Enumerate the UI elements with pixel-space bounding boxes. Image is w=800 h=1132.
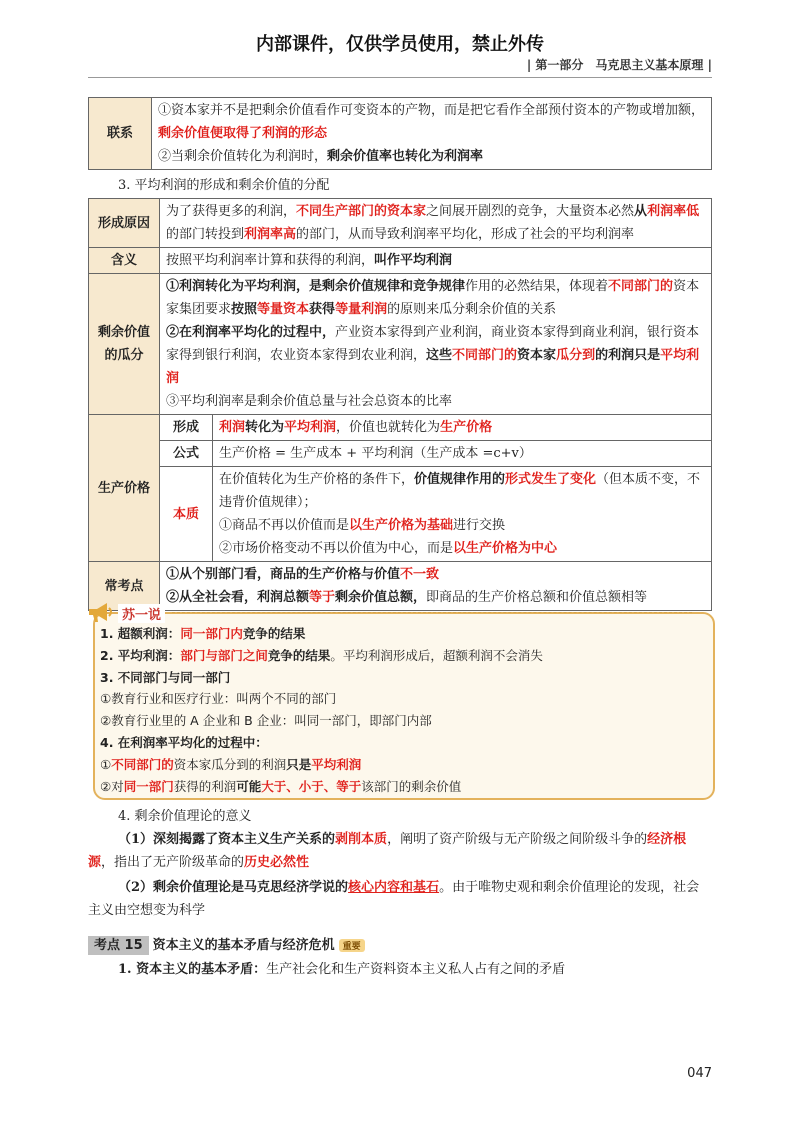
split-label: 剩余价值的瓜分 [89,274,160,415]
note-line: ②教育行业里的 A 企业和 B 企业：叫同一部门，即部门内部 [100,713,432,729]
cause-content: 为了获得更多的利润，不同生产部门的资本家之间展开剧烈的竞争，大量资本必然从利润率低的部门转投到利润率高的部门，从而导致利润率平均化，形成了社会的平均利润率 [160,199,712,248]
price-form-content: 利润转化为平均利润，价值也就转化为生产价格 [213,415,712,441]
note-line: ①不同部门的资本家瓜分到的利润只是平均利润 [100,756,362,772]
note-divider [172,612,692,613]
meaning-content: 按照平均利润率计算和获得的利润，叫作平均利润 [160,248,712,274]
topic-15-line-1: 1. 资本主义的基本矛盾：生产社会化和生产资料资本主义私人占有之间的矛盾 [118,962,566,977]
note-title: 苏一说 [118,604,165,623]
page-header-title: 内部课件，仅供学员使用，禁止外传 [256,34,544,55]
price-label: 生产价格 [89,415,160,562]
note-line: 2. 平均利润：部门与部门之间竞争的结果。平均利润形成后，超额利润不会消失 [100,647,543,663]
note-line: ①教育行业和医疗行业：叫两个不同的部门 [100,691,337,707]
note-line: 4. 在利润率平均化的过程中： [100,734,268,750]
cause-label: 形成原因 [89,199,160,248]
split-content: ①利润转化为平均利润，是剩余价值规律和竞争规律作用的必然结果，体现着不同部门的资本家集团要求按照等量资本获得等量利润的原则来瓜分剩余价值的关系 ②在利润率平均化的过程中，产业资本家得到产业利润，商业资本家得到商业利润，银行资本家得到银行利润，农业资本家得到农业利润，这些不同部门的资本家瓜分到的利润只是平均利润 ③平均利润率是剩余价值总量与社会总资本的比率 [160,274,712,415]
meaning-label: 含义 [89,248,160,274]
section-3-title: 3. 平均利润的形成和剩余价值的分配 [118,178,330,193]
note-lines [100,623,700,797]
common-label: 常考点 [89,562,160,611]
breadcrumb: | 第一部分 马克思主义基本原理 | [526,58,712,72]
topic-title: 资本主义的基本矛盾与经济危机 [152,938,335,953]
note-line: ②对同一部门获得的利润可能大于、小于、等于该部门的剩余价值 [100,778,462,794]
note-line: 3. 不同部门与同一部门 [100,669,231,685]
price-formula: 生产价格 = 生产成本 + 平均利润（生产成本 =c+v） [213,441,712,467]
price-formula-label: 公式 [160,441,213,467]
relation-content: ①资本家并不是把剩余价值看作可变资本的产物，而是把它看作全部预付资本的产物或增加额，剩余价值便取得了利润的形态 ②当剩余价值转化为利润时，剩余价值率也转化为利润率 [152,98,712,170]
profit-distribution-table [88,198,712,611]
section-4-paragraph-1: （1）深刻揭露了资本主义生产关系的剥削本质，阐明了资产阶级与无产阶级之间阶级斗争的经济根源，指出了无产阶级革命的历史必然性 [88,832,687,870]
section-4-paragraph-2: （2）剩余价值理论是马克思经济学说的核心内容和基石。由于唯物史观和剩余价值理论的发现，社会主义由空想变为科学 [88,880,700,918]
header-divider [88,77,712,78]
section-4-title: 4. 剩余价值理论的意义 [118,809,252,824]
important-badge: 重要 [339,939,365,952]
common-content: ①从个别部门看，商品的生产价格与价值不一致 ②从全社会看，利润总额等于剩余价值总额，即商品的生产价格总额和价值总额相等 [160,562,712,611]
page-number: 047 [687,1066,712,1081]
note-line: 1. 超额利润：同一部门内竞争的结果 [100,626,306,641]
price-essence-label: 本质 [160,467,213,562]
relation-label: 联系 [89,98,152,170]
relation-table [88,97,712,170]
topic-15-heading [88,934,365,953]
topic-tag: 考点 15 [88,936,149,955]
price-form-label: 形成 [160,415,213,441]
price-essence-content: 在价值转化为生产价格的条件下，价值规律作用的形式发生了变化（但本质不变，不违背价值规律）； ①商品不再以价值而是以生产价格为基础进行交换 ②市场价格变动不再以价值为中心，而是以生产价格为中心 [213,467,712,562]
